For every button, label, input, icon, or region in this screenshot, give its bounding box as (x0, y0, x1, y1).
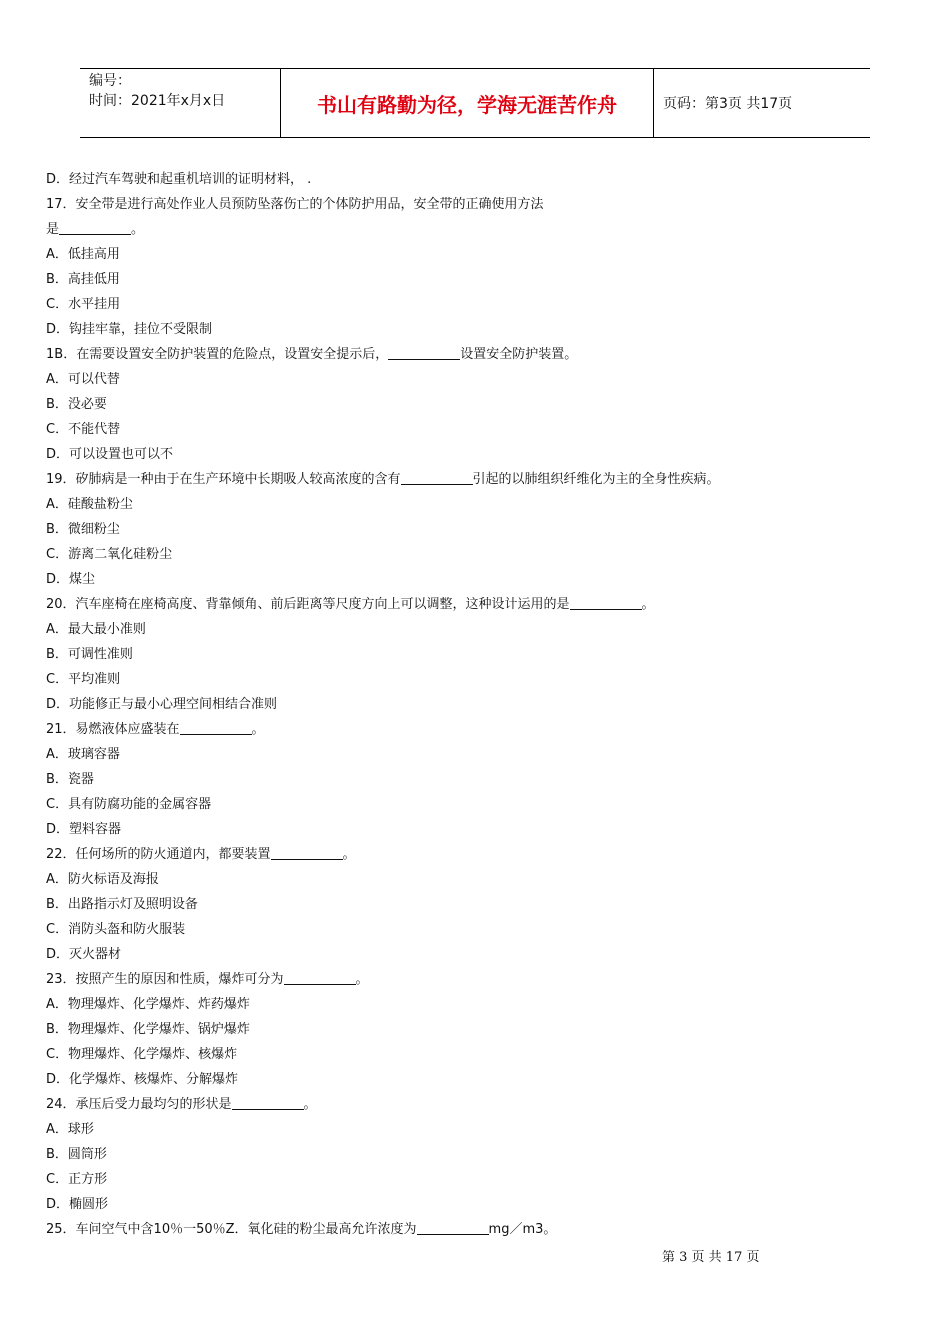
line-text: A．物理爆炸、化学爆炸、炸药爆炸 (46, 997, 250, 1012)
page-label: 页码：第3页 共17页 (663, 96, 793, 112)
text-line (46, 167, 906, 192)
text-line (46, 442, 906, 467)
answer-blank (388, 344, 460, 360)
line-text: B．物理爆炸、化学爆炸、锅炉爆炸 (46, 1022, 250, 1037)
line-text-after-blank: 。 (131, 222, 145, 237)
code-label: 编号： (89, 73, 131, 89)
line-text: 是 (46, 222, 60, 237)
answer-blank (271, 844, 343, 860)
text-line (46, 517, 906, 542)
text-line (46, 542, 906, 567)
answer-blank (570, 594, 642, 610)
text-line (46, 842, 906, 867)
line-text: C．具有防腐功能的金属容器 (46, 797, 212, 812)
line-text: D．化学爆炸、核爆炸、分解爆炸 (46, 1072, 239, 1087)
line-text: A．硅酸盐粉尘 (46, 497, 133, 512)
line-text: 21．易燃液体应盛装在 (46, 722, 180, 737)
line-text-after-blank: 。 (251, 722, 265, 737)
header-meta (80, 69, 281, 137)
line-text: D．经过汽车驾驶和起重机培训的证明材料， . (46, 172, 312, 187)
answer-blank (59, 219, 131, 235)
line-text: C．水平挂用 (46, 297, 121, 312)
line-text: 17．安全带是进行高处作业人员预防坠落伤亡的个体防护用品，安全带的正确使用方法 (46, 197, 544, 212)
line-text-after-blank: 。 (641, 597, 655, 612)
line-text: A．最大最小准则 (46, 622, 146, 637)
text-line (46, 717, 906, 742)
line-text: C．消防头盔和防火服装 (46, 922, 186, 937)
motto: 书山有路勤为径，学海无涯苦作舟 (281, 69, 654, 137)
text-line (46, 467, 906, 492)
text-line (46, 742, 906, 767)
text-line (46, 592, 906, 617)
text-line (46, 667, 906, 692)
text-line (46, 642, 906, 667)
text-line (46, 317, 906, 342)
text-line (46, 242, 906, 267)
line-text: B．微细粉尘 (46, 522, 120, 537)
line-text: A．可以代替 (46, 372, 120, 387)
text-line (46, 367, 906, 392)
line-text: D．塑料容器 (46, 822, 122, 837)
question-body (46, 167, 906, 1242)
text-line (46, 942, 906, 967)
line-text: 19．矽肺病是一种由于在生产环境中长期吸人较高浓度的含有 (46, 472, 401, 487)
answer-blank (417, 1219, 489, 1235)
text-line (46, 217, 906, 242)
line-text: B．可调性准则 (46, 647, 133, 662)
text-line (46, 617, 906, 642)
line-text: C．正方形 (46, 1172, 108, 1187)
text-line (46, 1042, 906, 1067)
text-line (46, 1192, 906, 1217)
text-line (46, 817, 906, 842)
text-line (46, 1092, 906, 1117)
line-text-after-blank: mg／m3。 (488, 1222, 557, 1237)
line-text-after-blank: 。 (303, 1097, 317, 1112)
line-text: D．煤尘 (46, 572, 96, 587)
line-text: B．没必要 (46, 397, 107, 412)
line-text: C．物理爆炸、化学爆炸、核爆炸 (46, 1047, 238, 1062)
line-text: D．可以设置也可以不 (46, 447, 174, 462)
text-line (46, 417, 906, 442)
line-text: D．钩挂牢靠，挂位不受限制 (46, 322, 213, 337)
text-line (46, 1217, 906, 1242)
text-line (46, 1142, 906, 1167)
text-line (46, 917, 906, 942)
text-line (46, 867, 906, 892)
text-line (46, 392, 906, 417)
text-line (46, 767, 906, 792)
line-text: B．圆筒形 (46, 1147, 107, 1162)
line-text-after-blank: 。 (342, 847, 356, 862)
line-text: 23．按照产生的原因和性质，爆炸可分为 (46, 972, 284, 987)
answer-blank (232, 1094, 304, 1110)
line-text-after-blank: 设置安全防护装置。 (460, 347, 578, 362)
answer-blank (180, 719, 252, 735)
page-footer: 第 3 页 共 17 页 (662, 1250, 760, 1265)
text-line (46, 492, 906, 517)
text-line (46, 792, 906, 817)
text-line (46, 192, 906, 217)
line-text: B．瓷器 (46, 772, 94, 787)
line-text-after-blank: 。 (355, 972, 369, 987)
line-text: C．不能代替 (46, 422, 121, 437)
time-label: 时间：2021年x月x日 (89, 93, 226, 109)
text-line (46, 892, 906, 917)
line-text: C．平均准则 (46, 672, 121, 687)
line-text: D．椭圆形 (46, 1197, 109, 1212)
text-line (46, 267, 906, 292)
text-line (46, 1017, 906, 1042)
line-text: 20．汽车座椅在座椅高度、背靠倾角、前后距离等尺度方向上可以调整，这种设计运用的是 (46, 597, 570, 612)
answer-blank (284, 969, 356, 985)
line-text: 22．任何场所的防火通道内，都要装置 (46, 847, 271, 862)
line-text: D．灭火器材 (46, 947, 122, 962)
text-line (46, 292, 906, 317)
text-line (46, 1117, 906, 1142)
text-line (46, 1167, 906, 1192)
line-text: A．玻璃容器 (46, 747, 120, 762)
text-line (46, 342, 906, 367)
text-line (46, 967, 906, 992)
line-text: D．功能修正与最小心理空间相结合准则 (46, 697, 278, 712)
line-text: B．高挂低用 (46, 272, 120, 287)
line-text: 1B．在需要设置安全防护装置的危险点，设置安全提示后， (46, 347, 389, 362)
line-text: B．出路指示灯及照明设备 (46, 897, 198, 912)
line-text: 24．承压后受力最均匀的形状是 (46, 1097, 232, 1112)
document-header (80, 68, 870, 138)
text-line (46, 567, 906, 592)
text-line (46, 692, 906, 717)
text-line (46, 1067, 906, 1092)
line-text: A．球形 (46, 1122, 94, 1137)
line-text: C．游离二氧化硅粉尘 (46, 547, 173, 562)
line-text: 25．车问空气中含10％一50％Z．氧化硅的粉尘最高允许浓度为 (46, 1222, 417, 1237)
line-text: A．防火标语及海报 (46, 872, 159, 887)
line-text-after-blank: 引起的以肺组织纤维化为主的全身性疾病。 (472, 472, 720, 487)
answer-blank (401, 469, 473, 485)
text-line (46, 992, 906, 1017)
line-text: A．低挂高用 (46, 247, 120, 262)
